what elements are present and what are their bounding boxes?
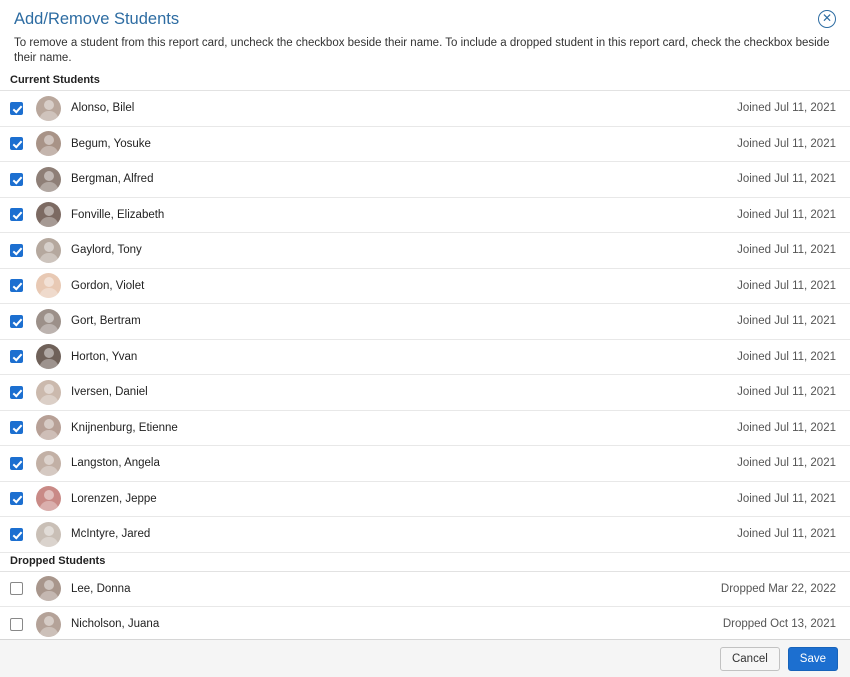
dialog-header: [0, 0, 850, 34]
section-label: Dropped Students: [0, 553, 850, 572]
instructions-text: To remove a student from this report card, uncheck the checkbox beside their name. To include a dropped student in this report card, check the checkbox beside their name.: [14, 37, 830, 64]
table-row: [0, 162, 850, 198]
table-row: [0, 482, 850, 518]
avatar: [36, 415, 61, 440]
student-name: Lorenzen, Jeppe: [71, 492, 157, 505]
avatar: [36, 380, 61, 405]
student-list: [0, 72, 850, 639]
student-status: Joined Jul 11, 2021: [737, 208, 836, 221]
student-name: McIntyre, Jared: [71, 528, 151, 541]
student-status: Joined Jul 11, 2021: [737, 244, 836, 257]
student-checkbox[interactable]: [10, 102, 23, 115]
student-status: Joined Jul 11, 2021: [737, 173, 836, 186]
table-row: [0, 269, 850, 305]
avatar: [36, 344, 61, 369]
avatar: [36, 131, 61, 156]
student-checkbox[interactable]: [10, 528, 23, 541]
student-name: Gort, Bertram: [71, 315, 141, 328]
section-label: Current Students: [0, 72, 850, 91]
table-row: [0, 517, 850, 553]
student-checkbox[interactable]: [10, 618, 23, 631]
student-status: Joined Jul 11, 2021: [737, 528, 836, 541]
avatar: [36, 522, 61, 547]
dialog-footer: [0, 639, 850, 677]
student-checkbox[interactable]: [10, 173, 23, 186]
student-status: Joined Jul 11, 2021: [737, 315, 836, 328]
close-icon[interactable]: ✕: [818, 10, 836, 28]
student-checkbox[interactable]: [10, 279, 23, 292]
avatar: [36, 612, 61, 637]
save-button[interactable]: Save: [788, 647, 838, 671]
table-row: [0, 446, 850, 482]
avatar: [36, 576, 61, 601]
avatar: [36, 451, 61, 476]
avatar: [36, 238, 61, 263]
student-status: Joined Jul 11, 2021: [737, 279, 836, 292]
table-row: [0, 233, 850, 269]
student-status: Joined Jul 11, 2021: [737, 457, 836, 470]
table-row: [0, 572, 850, 608]
student-name: Iversen, Daniel: [71, 386, 148, 399]
student-status: Joined Jul 11, 2021: [737, 421, 836, 434]
student-status: Dropped Oct 13, 2021: [722, 618, 836, 631]
student-checkbox[interactable]: [10, 386, 23, 399]
student-status: Dropped Mar 22, 2022: [720, 582, 836, 595]
student-status: Joined Jul 11, 2021: [737, 492, 836, 505]
student-status: Joined Jul 11, 2021: [737, 102, 836, 115]
avatar: [36, 273, 61, 298]
student-name: Bergman, Alfred: [71, 173, 154, 186]
avatar: [36, 486, 61, 511]
avatar: [36, 202, 61, 227]
student-checkbox[interactable]: [10, 137, 23, 150]
student-checkbox[interactable]: [10, 208, 23, 221]
avatar: [36, 309, 61, 334]
table-row: [0, 411, 850, 447]
avatar: [36, 96, 61, 121]
student-name: Knijnenburg, Etienne: [71, 421, 178, 434]
cancel-button[interactable]: Cancel: [720, 647, 780, 671]
student-name: Lee, Donna: [71, 582, 131, 595]
student-name: Begum, Yosuke: [71, 137, 151, 150]
student-checkbox[interactable]: [10, 421, 23, 434]
table-row: [0, 127, 850, 163]
student-name: Fonville, Elizabeth: [71, 208, 165, 221]
student-checkbox[interactable]: [10, 315, 23, 328]
page-title: Add/Remove Students: [14, 10, 180, 28]
table-row: [0, 91, 850, 127]
student-status: Joined Jul 11, 2021: [737, 350, 836, 363]
table-row: [0, 340, 850, 376]
student-checkbox[interactable]: [10, 457, 23, 470]
table-row: [0, 304, 850, 340]
student-name: Langston, Angela: [71, 457, 160, 470]
student-checkbox[interactable]: [10, 244, 23, 257]
student-checkbox[interactable]: [10, 582, 23, 595]
student-name: Nicholson, Juana: [71, 618, 160, 631]
student-name: Horton, Yvan: [71, 350, 138, 363]
student-name: Alonso, Bilel: [71, 102, 135, 115]
student-status: Joined Jul 11, 2021: [737, 386, 836, 399]
student-checkbox[interactable]: [10, 492, 23, 505]
student-checkbox[interactable]: [10, 350, 23, 363]
avatar: [36, 167, 61, 192]
student-name: Gaylord, Tony: [71, 244, 142, 257]
table-row: [0, 375, 850, 411]
student-status: Joined Jul 11, 2021: [737, 137, 836, 150]
table-row: [0, 198, 850, 234]
student-name: Gordon, Violet: [71, 279, 145, 292]
table-row: [0, 607, 850, 639]
